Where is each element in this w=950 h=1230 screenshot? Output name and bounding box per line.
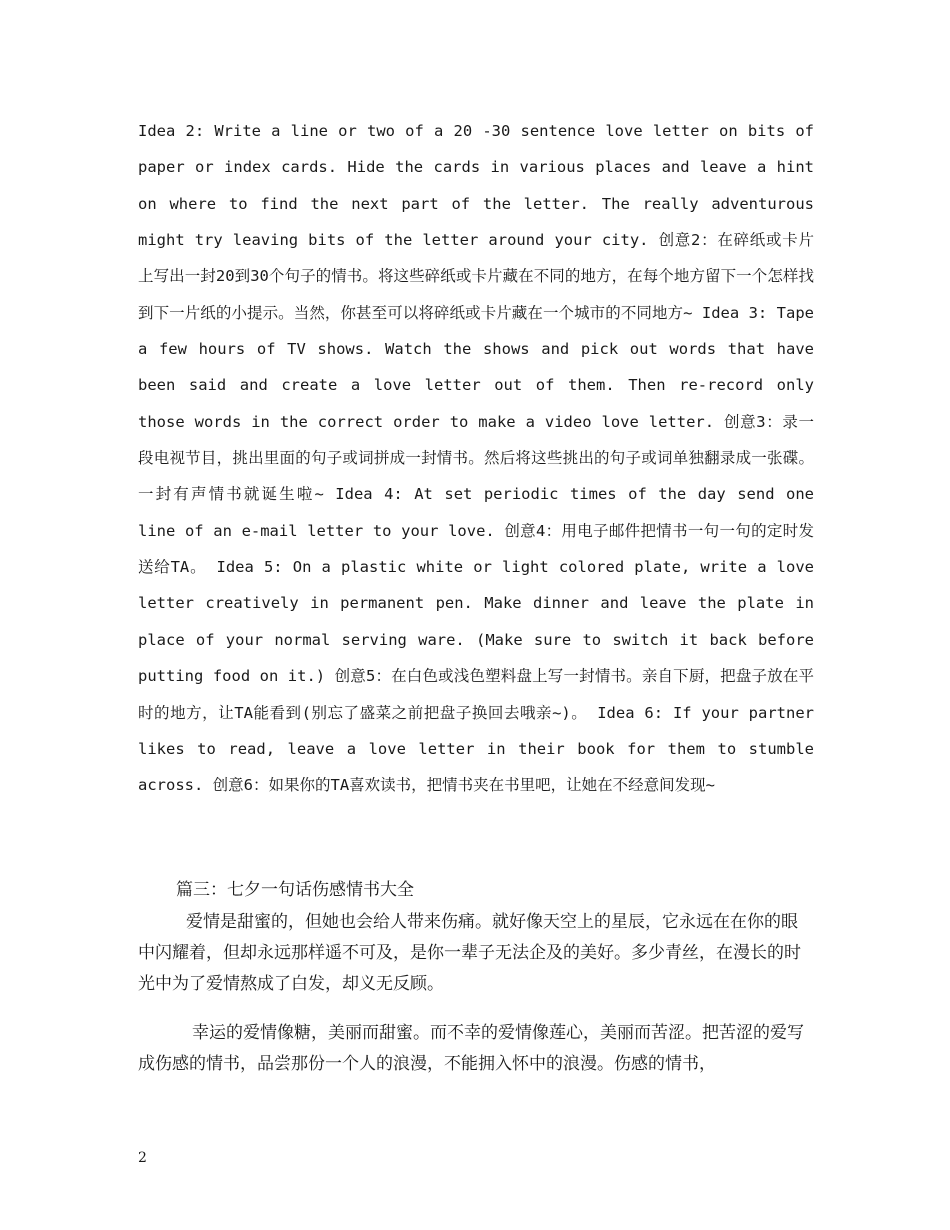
paragraph-1: 爱情是甜蜜的，但她也会给人带来伤痛。就好像天空上的星辰，它永远在在你的眼中闪耀着，但却永远那样遥不可及，是你一辈子无法企及的美好。多少青丝，在漫长的时光中为了爱情熬成了白发，却义无反顾。: [138, 912, 801, 994]
paragraph-2: 幸运的爱情像糖，美丽而甜蜜。而不幸的爱情像莲心，美丽而苦涩。把苦涩的爱写成伤感的情书，品尝那份一个人的浪漫，不能拥入怀中的浪漫。伤感的情书，: [138, 1023, 804, 1074]
page-number: 2: [138, 1150, 147, 1166]
section-heading: 篇三：七夕一句话伤感情书大全: [176, 880, 414, 900]
ideas-body-text: [138, 113, 814, 804]
ideas-paragraph: Idea 2: Write a line or two of a 20 -30 sentence love letter on bits of paper or index cards. Hide the cards in various places and leave a hint on where to find the next part of the letter. The really adventurous might try leaving bits of the letter around your city. 创意2：在碎纸或卡片上写出一封20到30个句子的情书。将这些碎纸或卡片藏在不同的地方，在每个地方留下一个怎样找到下一片纸的小提示。当然，你甚至可以将碎纸或卡片藏在一个城市的不同地方~ Idea 3: Tape a few hours of TV shows. Watch the shows and pick out words that have been said and create a love letter out of them. Then re-record only those words in the correct order to make a video love letter. 创意3：录一段电视节目，挑出里面的句子或词拼成一封情书。然后将这些挑出的句子或词单独翻录成一张碟。一封有声情书就诞生啦~ Idea 4: At set periodic times of the day send one line of an e-mail letter to your love. 创意4：用电子邮件把情书一句一句的定时发送给TA。 Idea 5: On a plastic white or light colored plate, write a love letter creatively in permanent pen. Make dinner and leave the plate in place of your normal serving ware. (Make sure to switch it back before putting food on it.) 创意5：在白色或浅色塑料盘上写一封情书。亲自下厨，把盘子放在平时的地方，让TA能看到(别忘了盛菜之前把盘子换回去哦亲~)。 Idea 6: If your partner likes to read, leave a love letter in their book for them to stumble across. 创意6：如果你的TA喜欢读书，把情书夹在书里吧，让她在不经意间发现~: [138, 122, 814, 795]
